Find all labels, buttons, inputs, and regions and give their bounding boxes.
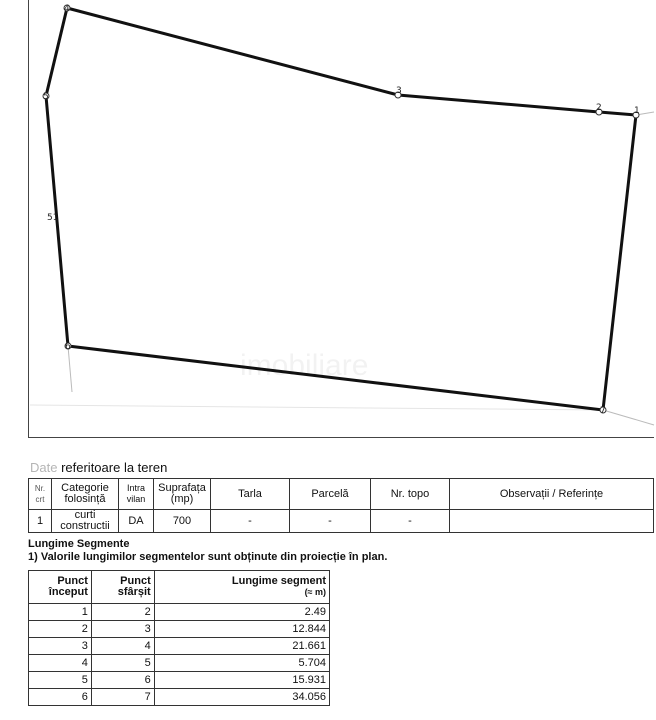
header-observatii: Observații / Referințe bbox=[450, 479, 654, 510]
header-length bbox=[154, 571, 329, 604]
segments-title: Lungime Segmente bbox=[28, 538, 130, 550]
segment-row bbox=[29, 621, 330, 638]
segment-length-cell: 12.844 bbox=[154, 621, 329, 638]
neighbor-line bbox=[30, 405, 603, 410]
segments-body bbox=[29, 604, 330, 706]
segment-start-cell: 3 bbox=[29, 638, 92, 655]
segment-row bbox=[29, 672, 330, 689]
segment-end-cell: 6 bbox=[91, 672, 154, 689]
header-start: Punct început bbox=[29, 571, 92, 604]
header-intravilan: Intra vilan bbox=[119, 479, 154, 510]
neighbor-line bbox=[603, 410, 654, 425]
header-length-label: Lungime segment bbox=[231, 575, 326, 587]
segment-end-cell: 5 bbox=[91, 655, 154, 672]
header-categorie: Categorie folosință bbox=[52, 479, 119, 510]
segment-start-cell: 5 bbox=[29, 672, 92, 689]
terrain-section-title bbox=[30, 460, 167, 475]
header-parcela: Parcelă bbox=[290, 479, 371, 510]
segment-start-cell: 1 bbox=[29, 604, 92, 621]
segment-length-cell: 5.704 bbox=[154, 655, 329, 672]
cell-categorie: curti constructii bbox=[52, 510, 119, 533]
header-nr-crt: Nr. crt bbox=[29, 479, 52, 510]
cell-nr-topo: - bbox=[371, 510, 450, 533]
cell-observatii bbox=[450, 510, 654, 533]
segment-length-cell: 21.661 bbox=[154, 638, 329, 655]
segment-row bbox=[29, 689, 330, 706]
segment-row bbox=[29, 638, 330, 655]
segment-end-cell: 3 bbox=[91, 621, 154, 638]
segment-start-cell: 6 bbox=[29, 689, 92, 706]
segment-row bbox=[29, 655, 330, 672]
terrain-header-row bbox=[29, 479, 654, 510]
vertex-label-1: 1 bbox=[634, 106, 640, 116]
vertex-label-7: 7 bbox=[600, 406, 606, 416]
segments-note: 1) Valorile lungimilor segmentelor sunt obținute din proiecție în plan. bbox=[28, 551, 388, 563]
header-length-unit: (≈ m) bbox=[304, 587, 326, 597]
segments-header-row bbox=[29, 571, 330, 604]
segment-length-cell: 2.49 bbox=[154, 604, 329, 621]
segment-end-cell: 2 bbox=[91, 604, 154, 621]
segment-end-cell: 7 bbox=[91, 689, 154, 706]
vertex-label-5: 5 bbox=[43, 92, 49, 102]
segments-table bbox=[28, 570, 330, 706]
segment-length-cell: 15.931 bbox=[154, 672, 329, 689]
vertex-label-2: 2 bbox=[596, 103, 602, 113]
vertex-label-3: 3 bbox=[396, 86, 402, 96]
terrain-row bbox=[29, 510, 654, 533]
segment-start-cell: 2 bbox=[29, 621, 92, 638]
cell-intravilan: DA bbox=[119, 510, 154, 533]
vertex-label-6: 6 bbox=[65, 342, 71, 352]
cell-suprafata: 700 bbox=[154, 510, 211, 533]
terrain-table bbox=[28, 478, 654, 533]
watermark: imobiliare bbox=[240, 349, 369, 382]
header-nr-topo: Nr. topo bbox=[371, 479, 450, 510]
cell-parcela: - bbox=[290, 510, 371, 533]
segment-start-cell: 4 bbox=[29, 655, 92, 672]
segment-row bbox=[29, 604, 330, 621]
segment-length-cell: 34.056 bbox=[154, 689, 329, 706]
header-end: Punct sfârșit bbox=[91, 571, 154, 604]
header-tarla: Tarla bbox=[211, 479, 290, 510]
terrain-title-faded: Date bbox=[30, 460, 58, 475]
cell-tarla: - bbox=[211, 510, 290, 533]
terrain-title-rest: referitoare la teren bbox=[57, 460, 168, 475]
side-label: 51 bbox=[47, 213, 59, 223]
segment-end-cell: 4 bbox=[91, 638, 154, 655]
neighbor-line bbox=[68, 346, 72, 392]
cell-nr-crt: 1 bbox=[29, 510, 52, 533]
vertex-label-4: 4 bbox=[64, 4, 70, 14]
header-suprafata: Suprafața (mp) bbox=[154, 479, 211, 510]
